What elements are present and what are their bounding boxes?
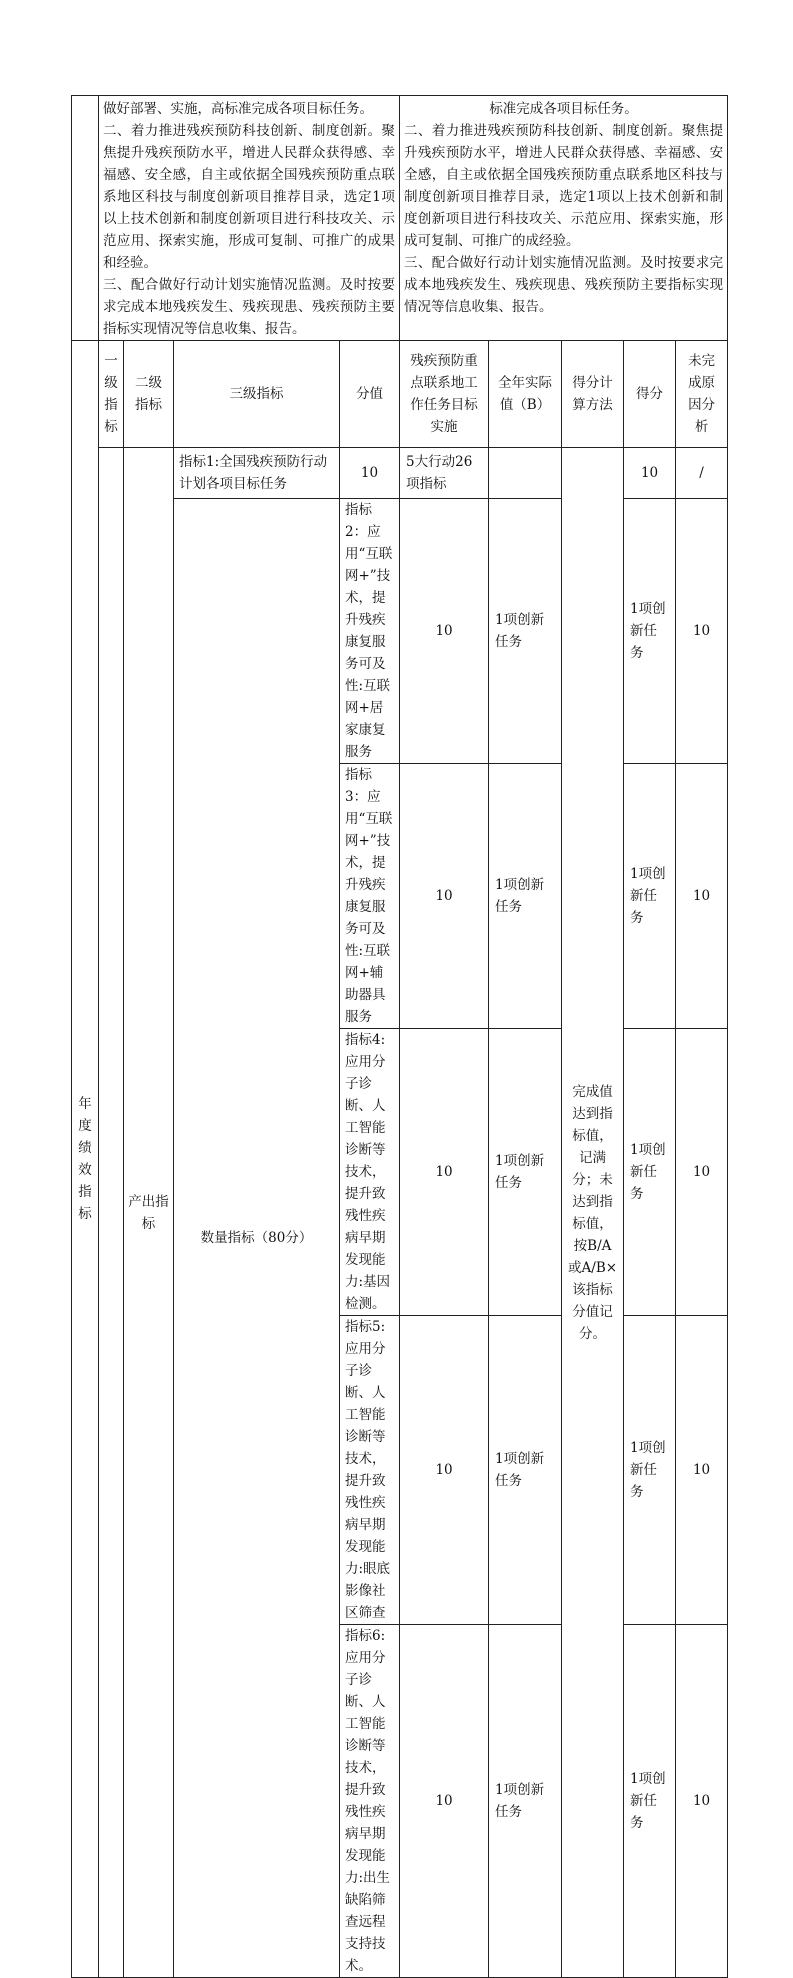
objectives-left-para-2: 二、着力推进残疾预防科技创新、制度创新。聚焦提升残疾预防水平，增进人民群众获得感、幸福感、安全感，自主或依据全国残疾预防重点联系地区科技与制度创新项目推荐目录，选定1项以上技术创新和制度创新项目进行科技攻关、示范应用、探索实施，形成可复制、可推广的成果和经验。	[103, 123, 396, 271]
target-cell: 5大行动26项指标	[400, 448, 489, 499]
value-cell: 10	[340, 448, 400, 499]
value-cell: 10	[400, 1625, 489, 1978]
header-method: 得分计算方法	[562, 341, 624, 448]
objectives-right-cell	[400, 96, 728, 341]
level1-spacer-cell	[99, 448, 124, 1978]
header-score-value: 分值	[340, 341, 400, 448]
objectives-left-cell	[99, 96, 400, 341]
section-label-annual-performance: 年度绩效指标	[72, 341, 99, 1978]
objectives-row	[72, 96, 728, 341]
value-cell: 10	[400, 764, 489, 1029]
score-cell: 10	[624, 448, 676, 499]
target-cell: 1项创新任务	[489, 1316, 562, 1625]
objectives-right-para-2: 二、着力推进残疾预防科技创新、制度创新。聚焦提升残疾预防水平，增进人民群众获得感、幸福感、安全感，自主或依据全国残疾预防重点联系地区科技与制度创新项目推荐目录，选定1项以上技术创新和制度创新项目进行科技攻关、示范应用、探索实施，形成可复制、可推广的成经验。	[404, 123, 724, 249]
objectives-spacer-cell	[72, 96, 99, 341]
header-reason: 未完成原因分析	[676, 341, 728, 448]
header-level2: 二级指标	[124, 341, 174, 448]
score-cell: 10	[676, 1316, 728, 1625]
level2-quantity-indicator: 数量指标（80分）	[174, 499, 340, 1978]
performance-table	[71, 95, 728, 1978]
objectives-right-para-1: 标准完成各项目标任务。	[489, 101, 638, 117]
indicator-cell: 指标2：应用“互联网+”技术，提升残疾康复服务可及性:互联网+居家康复服务	[340, 499, 400, 764]
objectives-left-para-1: 做好部署、实施，高标准完成各项目标任务。	[103, 101, 373, 117]
score-cell: 10	[676, 1625, 728, 1978]
target-cell: 1项创新任务	[489, 499, 562, 764]
score-cell: 10	[676, 764, 728, 1029]
level1-output-indicator: 产出指标	[124, 448, 174, 1978]
value-cell: 10	[400, 499, 489, 764]
header-target: 残疾预防重点联系地工作任务目标实施	[400, 341, 489, 448]
table-row	[72, 448, 728, 499]
value-cell: 10	[400, 1316, 489, 1625]
actual-cell	[489, 448, 562, 499]
target-cell: 1项创新任务	[489, 1625, 562, 1978]
indicator-cell: 指标1:全国残疾预防行动计划各项目标任务	[174, 448, 340, 499]
actual-cell: 1项创新任务	[624, 1625, 676, 1978]
indicator-cell: 指标3：应用“互联网+”技术，提升残疾康复服务可及性:互联网+辅助器具服务	[340, 764, 400, 1029]
score-cell: 10	[676, 499, 728, 764]
reason-cell: /	[676, 448, 728, 499]
score-cell: 10	[676, 1029, 728, 1316]
scoring-method-cell: 完成值达到指标值，记满分；未达到指标值，按B/A或A/B×该指标分值记分。	[562, 448, 624, 1978]
indicator-cell: 指标4:应用分子诊断、人工智能诊断等技术，提升致残性疾病早期发现能力:基因检测。	[340, 1029, 400, 1316]
header-score: 得分	[624, 341, 676, 448]
actual-cell: 1项创新任务	[624, 499, 676, 764]
indicator-cell: 指标5:应用分子诊断、人工智能诊断等技术，提升致残性疾病早期发现能力:眼底影像社区筛查	[340, 1316, 400, 1625]
actual-cell: 1项创新任务	[624, 1029, 676, 1316]
header-level1: 一级指标	[99, 341, 124, 448]
actual-cell: 1项创新任务	[624, 764, 676, 1029]
actual-cell: 1项创新任务	[624, 1316, 676, 1625]
objectives-right-para-3: 三、配合做好行动计划实施情况监测。及时按要求完成本地残疾发生、残疾现患、残疾预防主要指标实现情况等信息收集、报告。	[404, 255, 724, 315]
objectives-left-para-3: 三、配合做好行动计划实施情况监测。及时按要求完成本地残疾发生、残疾现患、残疾预防主要指标实现情况等信息收集、报告。	[103, 277, 396, 337]
header-row	[72, 341, 728, 448]
header-actual: 全年实际值（B）	[489, 341, 562, 448]
indicator-cell: 指标6:应用分子诊断、人工智能诊断等技术，提升致残性疾病早期发现能力:出生缺陷筛查远程支持技术。	[340, 1625, 400, 1978]
value-cell: 10	[400, 1029, 489, 1316]
target-cell: 1项创新任务	[489, 764, 562, 1029]
header-level3: 三级指标	[174, 341, 340, 448]
target-cell: 1项创新任务	[489, 1029, 562, 1316]
